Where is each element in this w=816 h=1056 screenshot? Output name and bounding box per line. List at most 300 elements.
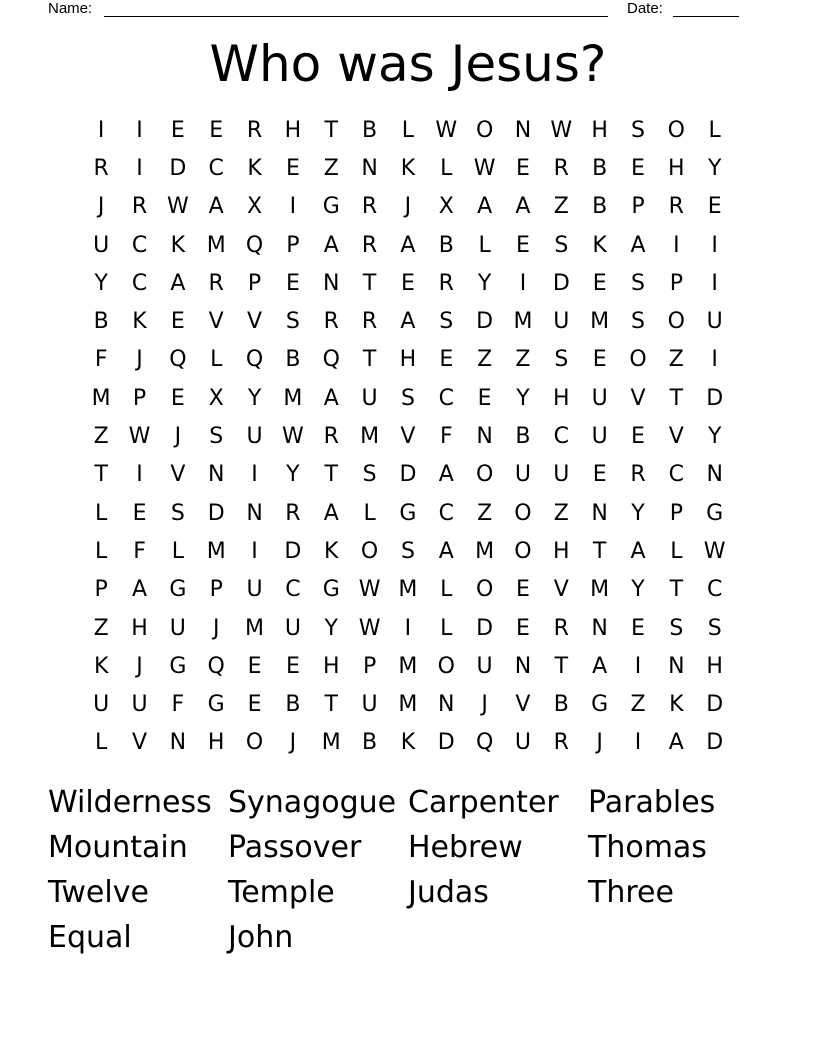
grid-cell[interactable]: U [246,577,263,603]
grid-cell[interactable]: M [398,653,418,679]
grid-cell[interactable]: H [553,538,570,564]
grid-cell[interactable]: M [590,577,610,603]
grid-cell[interactable]: M [475,538,495,564]
grid-cell[interactable]: E [170,117,185,143]
grid-cell[interactable]: A [630,232,646,258]
grid-cell[interactable]: A [400,309,416,335]
grid-cell[interactable]: J [174,424,182,450]
grid-cell[interactable]: S [439,309,454,335]
grid-cell[interactable]: H [131,615,148,641]
grid-cell[interactable]: V [630,385,646,411]
grid-cell[interactable]: R [361,194,378,220]
grid-cell[interactable]: L [171,538,184,564]
grid-cell[interactable]: L [95,538,108,564]
grid-cell[interactable]: J [404,194,412,220]
grid-cell[interactable]: O [475,117,494,143]
grid-cell[interactable]: W [358,577,381,603]
grid-cell[interactable]: H [207,730,225,756]
grid-cell[interactable]: S [400,538,415,564]
grid-cell[interactable]: E [631,424,645,450]
letter-grid [82,111,734,762]
grid-cell[interactable]: D [169,155,187,181]
grid-cell[interactable]: N [476,424,493,450]
grid-cell[interactable]: U [553,462,570,488]
grid-cell[interactable]: O [437,653,455,679]
grid-cell[interactable]: Y [631,577,645,603]
grid-cell[interactable]: Z [93,424,109,450]
grid-cell[interactable]: U [169,615,186,641]
grid-cell[interactable]: A [208,194,224,220]
word-list-item: Twelve [48,875,149,910]
grid-cell[interactable]: I [711,347,718,373]
grid-cell[interactable]: A [592,653,608,679]
grid-cell[interactable]: R [246,117,263,143]
grid-cell[interactable]: A [131,577,148,603]
grid-cell[interactable]: L [363,500,376,526]
grid-cell[interactable]: A [170,270,186,296]
grid-cell[interactable]: P [669,500,683,526]
grid-cell[interactable]: J [212,615,220,641]
grid-cell[interactable]: N [591,500,608,526]
grid-cell[interactable]: I [519,270,527,296]
grid-cell[interactable]: E [516,577,530,603]
grid-cell[interactable]: V [400,424,416,450]
grid-cell[interactable]: A [668,730,684,756]
grid-cell[interactable]: Q [245,232,264,258]
grid-cell[interactable]: I [136,155,143,181]
grid-cell[interactable]: H [284,117,302,143]
grid-cell[interactable]: H [706,653,723,679]
grid-cell[interactable]: M [513,309,533,335]
grid-cell[interactable]: O [667,117,685,143]
grid-cell[interactable]: U [131,692,148,718]
grid-cell[interactable]: I [97,117,105,143]
grid-cell[interactable]: H [399,347,417,373]
grid-cell[interactable]: V [131,730,148,756]
grid-cell[interactable]: I [634,653,642,679]
grid-cell[interactable]: A [438,538,454,564]
grid-cell[interactable]: F [171,692,185,718]
grid-cell[interactable]: G [207,692,225,718]
grid-cell[interactable]: T [94,462,108,488]
grid-cell[interactable]: U [476,653,493,679]
grid-cell[interactable]: C [208,155,224,181]
grid-cell[interactable]: P [669,270,683,296]
grid-cell[interactable]: W [128,424,151,450]
grid-cell[interactable]: O [475,577,494,603]
grid-cell[interactable]: R [630,462,646,488]
grid-cell[interactable]: F [133,538,146,564]
grid-cell[interactable]: V [247,309,263,335]
grid-cell[interactable]: K [93,653,109,679]
grid-cell[interactable]: S [400,385,415,411]
grid-cell[interactable]: X [208,385,224,411]
grid-cell[interactable]: Q [207,653,225,679]
grid-cell[interactable]: E [592,347,607,373]
grid-cell[interactable]: B [592,155,608,181]
date-line[interactable] [673,16,739,17]
grid-cell[interactable]: Y [707,155,722,181]
grid-cell[interactable]: W [282,424,304,450]
grid-cell[interactable]: A [515,194,531,220]
grid-cell[interactable]: P [286,232,300,258]
grid-cell[interactable]: P [362,653,377,679]
grid-cell[interactable]: R [323,424,339,450]
grid-cell[interactable]: T [592,538,607,564]
grid-cell[interactable]: S [285,309,300,335]
grid-cell[interactable]: S [209,424,224,450]
grid-cell[interactable]: K [592,232,607,258]
grid-cell[interactable]: A [630,538,646,564]
word-list-item: Synagogue [228,785,397,820]
grid-cell[interactable]: T [669,577,684,603]
grid-cell[interactable]: A [400,232,416,258]
grid-cell[interactable]: D [552,270,570,296]
grid-cell[interactable]: R [668,194,684,220]
grid-cell[interactable]: L [95,500,108,526]
grid-cell[interactable]: Y [324,615,338,641]
grid-cell[interactable]: D [706,385,724,411]
grid-cell[interactable]: E [592,270,607,296]
grid-cell[interactable]: I [404,615,412,641]
grid-cell[interactable]: M [206,538,226,564]
grid-cell[interactable]: N [246,500,263,526]
grid-cell[interactable]: E [247,653,262,679]
grid-cell[interactable]: W [166,194,189,220]
grid-cell[interactable]: C [131,270,148,296]
grid-cell[interactable]: I [251,538,258,564]
grid-cell[interactable]: Q [169,347,187,373]
grid-cell[interactable]: M [245,615,265,641]
grid-cell[interactable]: I [673,232,680,258]
grid-cell[interactable]: O [245,730,264,756]
grid-cell[interactable]: B [553,692,569,718]
grid-cell[interactable]: B [285,347,301,373]
grid-row [82,417,734,455]
grid-cell[interactable]: U [591,424,608,450]
grid-cell[interactable]: C [553,424,569,450]
grid-cell[interactable]: Z [668,347,684,373]
grid-cell[interactable]: U [361,385,378,411]
grid-cell[interactable]: R [361,232,378,258]
grid-cell[interactable]: B [438,232,454,258]
grid-cell[interactable]: Z [553,194,569,220]
grid-cell[interactable]: K [247,155,262,181]
grid-cell[interactable]: S [554,347,569,373]
grid-cell[interactable]: R [553,615,569,641]
grid-cell[interactable]: Z [553,500,569,526]
grid-cell[interactable]: B [362,730,378,756]
grid-cell[interactable]: O [514,500,532,526]
grid-cell[interactable]: C [438,385,454,411]
grid-cell[interactable]: C [706,577,723,603]
grid-cell[interactable]: A [323,385,339,411]
grid-cell[interactable]: E [285,155,300,181]
word-list-item: Thomas [588,830,707,865]
grid-cell[interactable]: R [323,309,339,335]
grid-cell[interactable]: I [136,117,143,143]
grid-cell[interactable]: R [438,270,454,296]
grid-cell[interactable]: L [478,232,491,258]
grid-cell[interactable]: N [591,615,608,641]
grid-cell[interactable]: M [321,730,341,756]
grid-cell[interactable]: N [361,155,378,181]
grid-cell[interactable]: W [703,538,726,564]
grid-cell[interactable]: E [631,155,645,181]
grid-cell[interactable]: M [206,232,226,258]
grid-cell[interactable]: E [592,462,607,488]
grid-cell[interactable]: L [401,117,415,143]
grid-cell[interactable]: E [247,692,262,718]
grid-cell[interactable]: U [361,692,378,718]
grid-cell[interactable]: E [439,347,454,373]
grid-cell[interactable]: L [440,615,453,641]
grid-cell[interactable]: T [324,462,338,488]
grid-cell[interactable]: T [669,385,684,411]
grid-cell[interactable]: P [94,577,108,603]
grid-cell[interactable]: U [706,309,723,335]
grid-cell[interactable]: O [629,347,647,373]
grid-cell[interactable]: E [516,615,530,641]
grid-cell[interactable]: W [473,155,496,181]
grid-cell[interactable]: J [596,730,603,756]
name-line[interactable] [104,16,608,17]
grid-cell[interactable]: Z [93,615,109,641]
grid-cell[interactable]: K [400,730,416,756]
grid-cell[interactable]: D [476,309,494,335]
grid-cell[interactable]: M [283,385,303,411]
grid-cell[interactable]: R [208,270,224,296]
grid-cell[interactable]: S [362,462,377,488]
grid-cell[interactable]: G [706,500,724,526]
grid-cell[interactable]: D [284,538,302,564]
grid-cell[interactable]: N [706,462,723,488]
grid-cell[interactable]: M [398,577,418,603]
grid-cell[interactable]: V [170,462,186,488]
grid-cell[interactable]: V [553,577,569,603]
grid-cell[interactable]: E [477,385,492,411]
grid-cell[interactable]: B [592,194,608,220]
grid-cell[interactable]: E [631,615,645,641]
grid-cell[interactable]: W [358,615,381,641]
grid-cell[interactable]: I [711,270,718,296]
grid-cell[interactable]: V [208,309,224,335]
grid-cell[interactable]: Z [515,347,531,373]
grid-cell[interactable]: S [707,615,722,641]
grid-cell[interactable]: T [324,117,338,143]
grid-cell[interactable]: S [631,270,645,296]
grid-cell[interactable]: D [437,730,455,756]
grid-cell[interactable]: I [634,730,642,756]
grid-cell[interactable]: B [515,424,531,450]
grid-cell[interactable]: B [285,692,301,718]
grid-cell[interactable]: A [323,500,339,526]
grid-cell[interactable]: N [514,117,532,143]
grid-cell[interactable]: Y [631,500,645,526]
grid-cell[interactable]: I [711,232,718,258]
grid-cell[interactable]: E [516,232,530,258]
grid-cell[interactable]: U [93,692,110,718]
grid-cell[interactable]: T [324,692,338,718]
grid-cell[interactable]: H [591,117,608,143]
grid-cell[interactable]: L [440,155,453,181]
grid-row [82,609,734,647]
grid-cell[interactable]: D [207,500,225,526]
grid-cell[interactable]: O [667,309,685,335]
grid-cell[interactable]: Y [247,385,262,411]
grid-cell[interactable]: Z [477,347,493,373]
grid-cell[interactable]: R [553,730,569,756]
grid-cell[interactable]: U [284,615,301,641]
grid-cell[interactable]: L [670,538,683,564]
grid-cell[interactable]: S [669,615,684,641]
grid-cell[interactable]: Q [245,347,264,373]
grid-cell[interactable]: S [554,232,569,258]
grid-cell[interactable]: X [247,194,263,220]
grid-cell[interactable]: N [323,270,340,296]
grid-cell[interactable]: J [481,692,488,718]
grid-cell[interactable]: M [91,385,111,411]
grid-cell[interactable]: G [399,500,417,526]
grid-cell[interactable]: T [362,347,377,373]
grid-cell[interactable]: M [398,692,418,718]
grid-cell[interactable]: K [324,538,339,564]
grid-cell[interactable]: Z [477,500,493,526]
grid-cell[interactable]: W [435,117,458,143]
grid-cell[interactable]: Q [475,730,494,756]
grid-cell[interactable]: E [132,500,147,526]
grid-cell[interactable]: U [591,385,608,411]
grid-cell[interactable]: Y [94,270,108,296]
grid-cell[interactable]: A [323,232,339,258]
grid-cell[interactable]: Y [286,462,300,488]
grid-cell[interactable]: G [591,692,609,718]
grid-cell[interactable]: L [210,347,223,373]
grid-cell[interactable]: A [477,194,493,220]
grid-cell[interactable]: N [438,692,455,718]
grid-cell[interactable]: E [707,194,722,220]
grid-cell[interactable]: L [95,730,108,756]
grid-cell[interactable]: S [631,309,645,335]
grid-cell[interactable]: K [400,155,416,181]
grid-cell[interactable]: C [438,500,454,526]
grid-cell[interactable]: E [516,155,530,181]
grid-cell[interactable]: S [170,500,185,526]
grid-cell[interactable]: I [251,462,258,488]
grid-cell[interactable]: D [399,462,417,488]
grid-cell[interactable]: H [322,653,340,679]
grid-cell[interactable]: E [285,270,300,296]
grid-cell[interactable]: T [554,653,569,679]
grid-cell[interactable]: B [362,117,378,143]
grid-cell[interactable]: P [209,577,223,603]
grid-cell[interactable]: E [209,117,224,143]
grid-cell[interactable]: G [169,653,187,679]
word-list-item: Equal [48,920,132,955]
grid-cell[interactable]: J [289,730,297,756]
grid-cell[interactable]: S [631,117,645,143]
grid-cell[interactable]: A [438,462,454,488]
grid-cell[interactable]: E [170,309,185,335]
grid-cell[interactable]: U [246,424,263,450]
grid-row [82,264,734,302]
grid-cell[interactable]: C [285,577,301,603]
grid-cell[interactable]: M [590,309,610,335]
grid-cell[interactable]: U [553,309,570,335]
grid-cell[interactable]: H [553,385,570,411]
grid-cell[interactable]: Z [630,692,646,718]
grid-cell[interactable]: C [668,462,685,488]
grid-cell[interactable]: O [475,462,494,488]
grid-cell[interactable]: Y [477,270,492,296]
grid-cell[interactable]: G [322,577,340,603]
grid-cell[interactable]: E [285,653,300,679]
grid-cell[interactable]: Y [707,424,722,450]
grid-cell[interactable]: N [207,462,225,488]
grid-cell[interactable]: P [631,194,645,220]
grid-cell[interactable]: H [668,155,685,181]
grid-cell[interactable]: K [669,692,684,718]
grid-cell[interactable]: G [169,577,187,603]
grid-cell[interactable]: U [514,730,531,756]
grid-cell[interactable]: R [93,155,109,181]
grid-cell[interactable]: L [440,577,453,603]
grid-cell[interactable]: N [514,653,532,679]
grid-cell[interactable]: F [94,347,108,373]
grid-cell[interactable]: I [289,194,297,220]
grid-cell[interactable]: V [515,692,531,718]
grid-cell[interactable]: D [706,730,724,756]
grid-cell[interactable]: J [97,194,105,220]
grid-cell[interactable]: D [476,615,494,641]
grid-cell[interactable]: Z [323,155,339,181]
grid-cell[interactable]: O [360,538,379,564]
grid-cell[interactable]: U [93,232,110,258]
grid-cell[interactable]: N [169,730,187,756]
grid-cell[interactable]: P [247,270,262,296]
grid-cell[interactable]: D [706,692,724,718]
grid-cell[interactable]: Q [322,347,340,373]
grid-cell[interactable]: N [668,653,685,679]
grid-cell[interactable]: E [170,385,185,411]
grid-cell[interactable]: R [553,155,569,181]
grid-cell[interactable]: Y [516,385,530,411]
grid-cell[interactable]: X [438,194,454,220]
grid-cell[interactable]: R [285,500,301,526]
grid-cell[interactable]: P [132,385,147,411]
grid-cell[interactable]: M [360,424,380,450]
grid-cell[interactable]: R [131,194,148,220]
grid-cell[interactable]: I [136,462,143,488]
grid-cell[interactable]: U [514,462,531,488]
grid-cell[interactable]: J [136,347,143,373]
grid-cell[interactable]: K [132,309,147,335]
grid-cell[interactable]: B [93,309,109,335]
grid-cell[interactable]: C [131,232,148,258]
grid-cell[interactable]: V [668,424,684,450]
grid-cell[interactable]: E [400,270,415,296]
grid-cell[interactable]: W [550,117,573,143]
grid-cell[interactable]: T [362,270,377,296]
grid-cell[interactable]: R [361,309,378,335]
grid-cell[interactable]: G [322,194,340,220]
grid-cell[interactable]: F [439,424,453,450]
grid-cell[interactable]: J [136,653,143,679]
grid-cell[interactable]: K [170,232,186,258]
grid-row [82,724,734,762]
grid-cell[interactable]: L [708,117,721,143]
grid-cell[interactable]: O [514,538,532,564]
